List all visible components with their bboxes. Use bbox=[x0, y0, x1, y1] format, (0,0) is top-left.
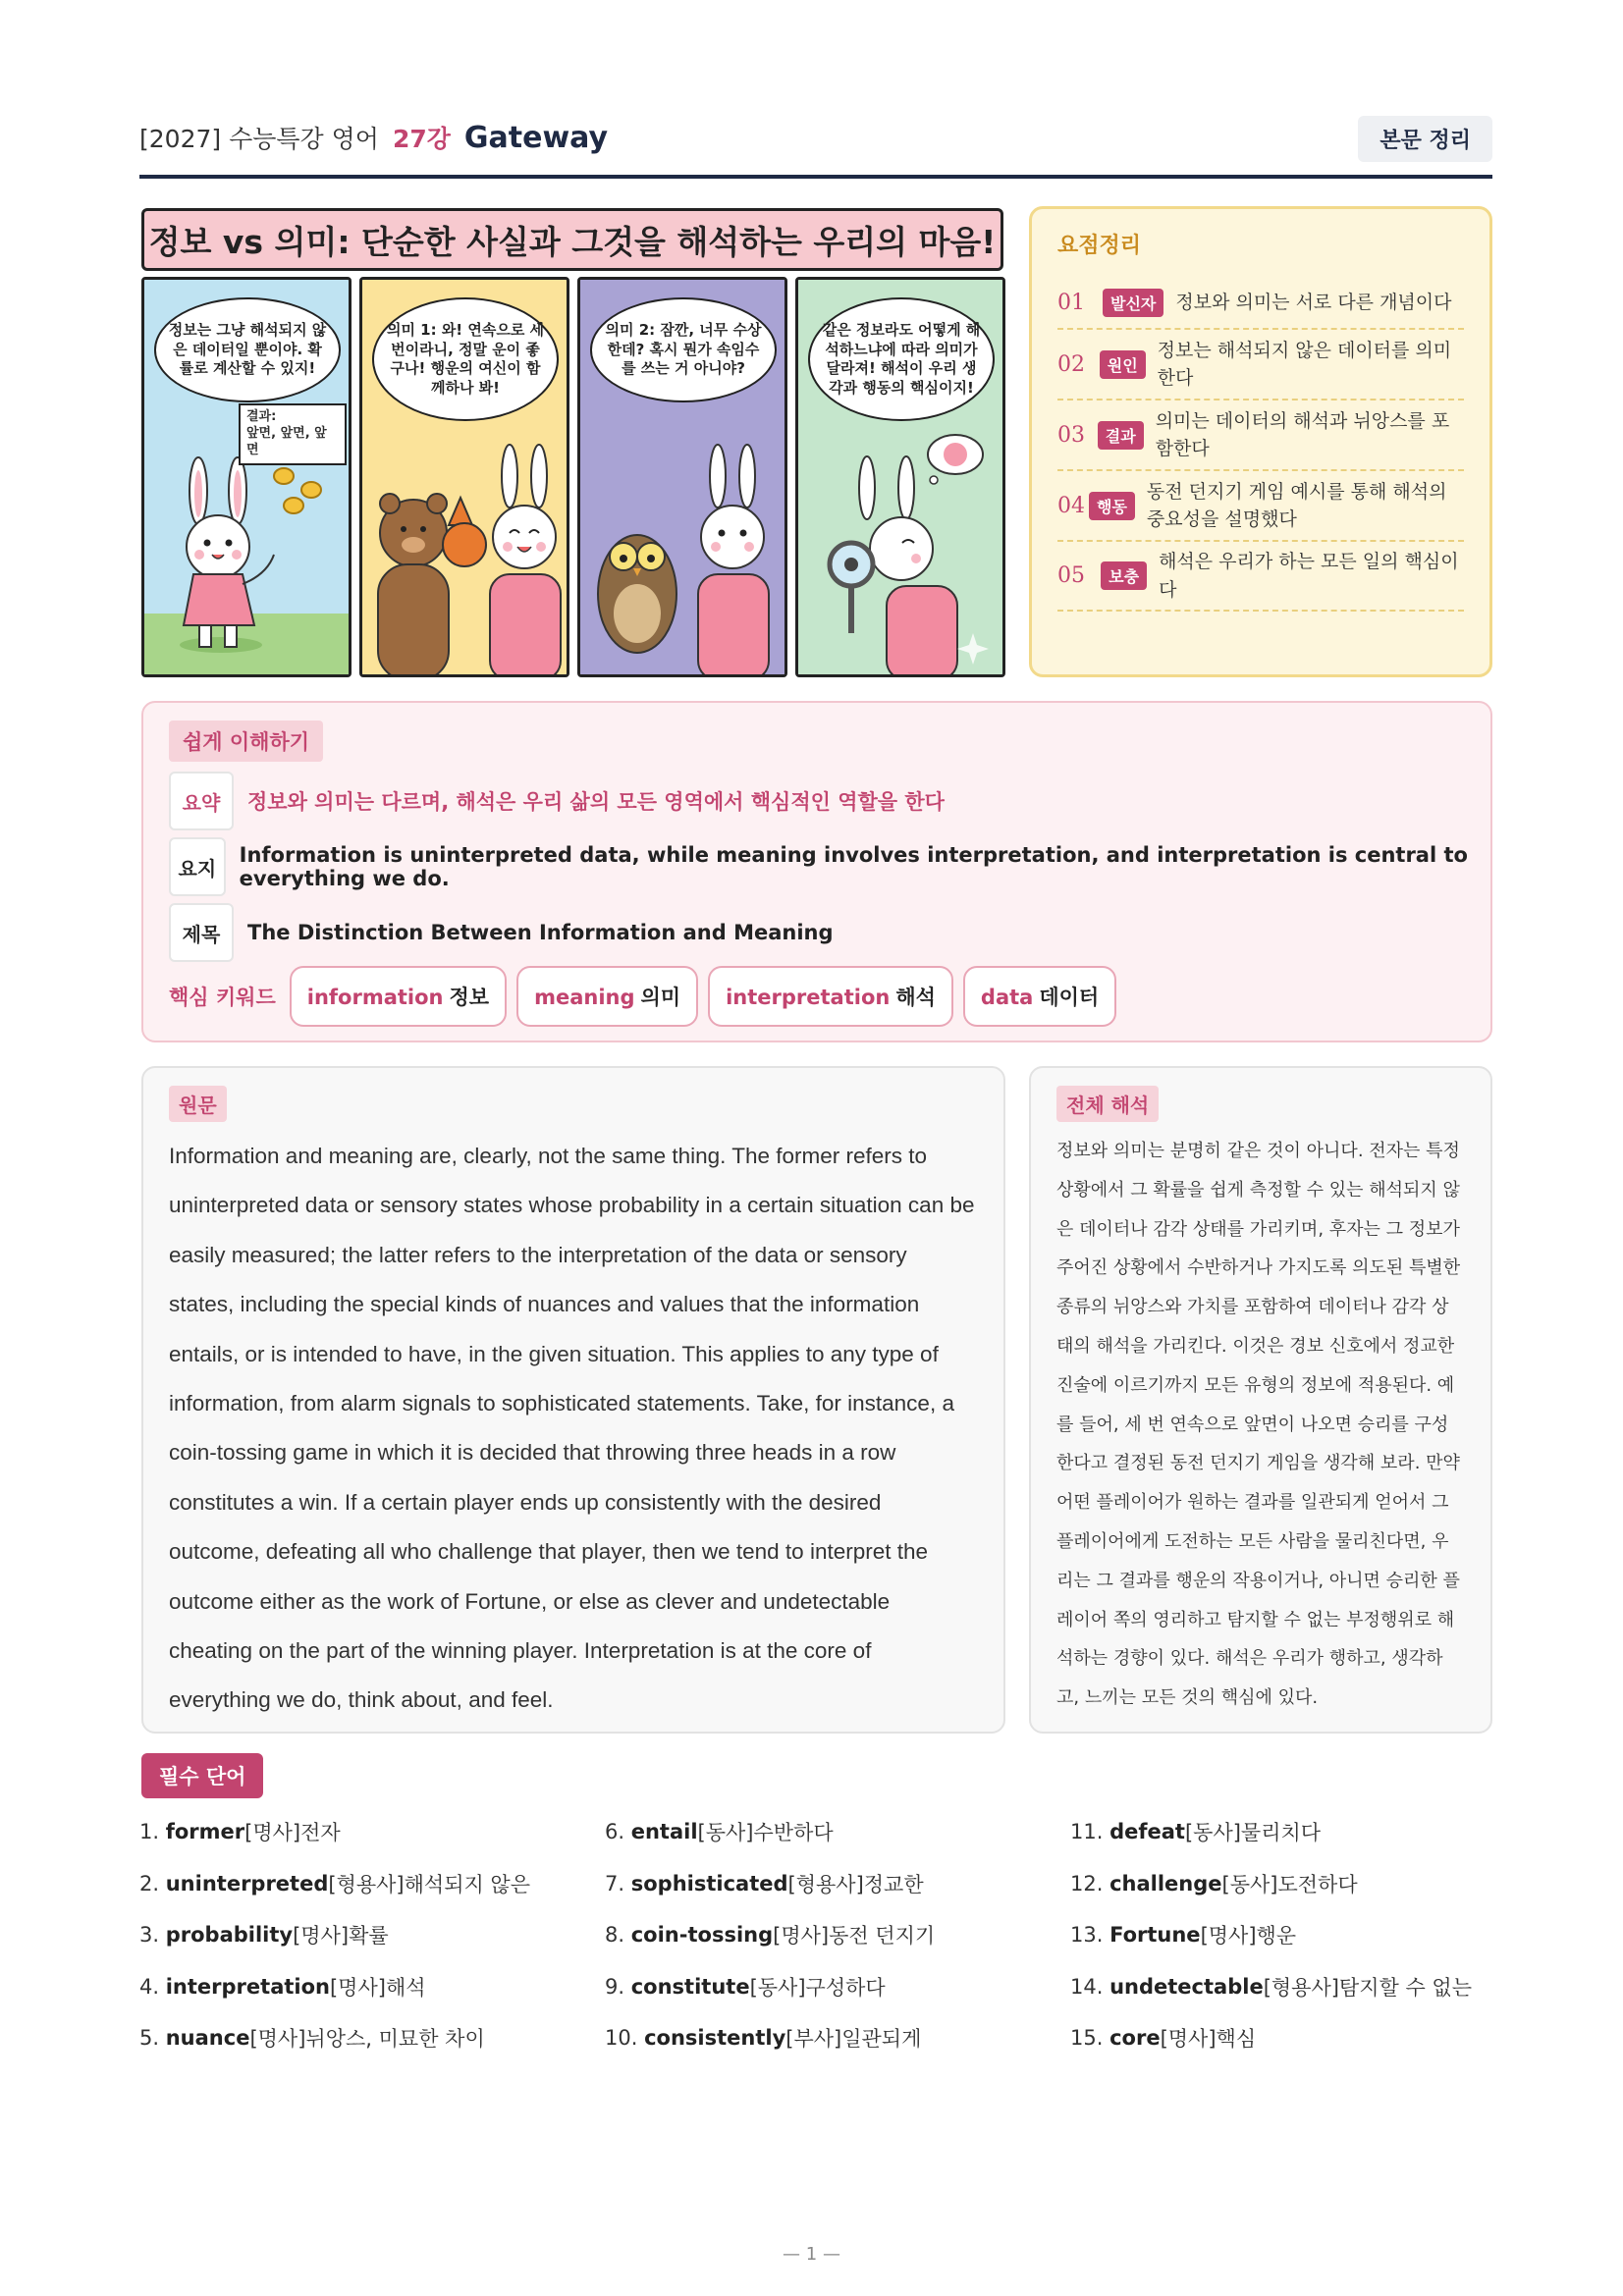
vocab-item bbox=[139, 1858, 591, 1910]
easy-understanding-title: 쉽게 이해하기 bbox=[169, 721, 323, 762]
vocab-item bbox=[1070, 1909, 1522, 1961]
vocab-meaning: [형용사]탐지할 수 없는 bbox=[1263, 1975, 1472, 2000]
vocab-number: 10. bbox=[605, 2026, 638, 2051]
keywords-label: 핵심 키워드 bbox=[169, 986, 276, 1009]
lesson-title: Gateway bbox=[463, 121, 609, 155]
key-point-tag: 결과 bbox=[1098, 421, 1144, 450]
keyword-ko: 데이터 bbox=[1039, 986, 1100, 1009]
vocab-number: 1. bbox=[139, 1820, 160, 1844]
header-title-group bbox=[139, 120, 608, 155]
keyword-ko: 해석 bbox=[895, 986, 936, 1009]
vocab-column-2 bbox=[605, 1806, 1056, 2064]
vocab-item bbox=[1070, 1858, 1522, 1910]
vocab-title: 필수 단어 bbox=[141, 1753, 263, 1798]
keyword-ko: 의미 bbox=[640, 986, 681, 1009]
key-points-box bbox=[1029, 206, 1492, 677]
vocab-meaning: [명사]해석 bbox=[329, 1975, 426, 2000]
vocab-word: undetectable bbox=[1109, 1974, 1264, 1999]
title-label: 제목 bbox=[169, 903, 234, 962]
key-point-item bbox=[1057, 542, 1464, 612]
speech-bubble: 의미 2: 잠깐, 너무 수상한데? 혹시 뭔가 속임수를 쓰는 거 아니야? bbox=[590, 297, 777, 402]
summary-label: 요약 bbox=[169, 772, 234, 830]
key-point-text: 해석은 우리가 하는 모든 일의 핵심이다 bbox=[1159, 551, 1459, 601]
vocab-meaning: [형용사]정교한 bbox=[787, 1872, 924, 1896]
translation-passage: 정보와 의미는 분명히 같은 것이 아니다. 전자는 특정 상황에서 그 확률을 쉽게 측정할 수 있는 해석되지 않은 데이터나 감각 상태를 가리키며, 후자는 그 정보가 주어진 상황에서 수반하거나 가지도록 의도된 특별한 종류의 뉘앙스와 가치를 포함하여 데이터나 감각 상태의 해석을 가리킨다. 이것은 경보 신호에서 정교한 진술에 이르기까지 모든 유형의 정보에 적용된다. 예를 들어, 세 번 연속으로 앞면이 나오면 승리를 구성한다고 결정된 동전 던지기 게임을 생각해 보라. 만약 어떤 플레이어가 원하는 결과를 일관되게 얻어서 그 플레이어에게 도전하는 모든 사람을 물리친다면, 우리는 그 결과를 행운의 작용이거나, 아니면 승리한 플레이어 쪽의 영리하고 탐지할 수 없는 부정행위로 해석하는 경향이 있다. 해석은 우리가 행하고, 생각하고, 느끼는 모든 것의 핵심에 있다. bbox=[1056, 1141, 1461, 1709]
vocab-meaning: [동사]도전하다 bbox=[1221, 1872, 1358, 1896]
vocab-item bbox=[605, 1909, 1056, 1961]
vocab-item bbox=[605, 1858, 1056, 1910]
keyword-ko: 정보 bbox=[449, 986, 490, 1009]
summary-text: 정보와 의미는 다르며, 해석은 우리 삶의 모든 영역에서 핵심적인 역할을 한다 bbox=[247, 790, 945, 814]
speech-bubble: 의미 1: 와! 연속으로 세 번이라니, 정말 운이 좋구나! 행운의 여신이 함께하나 봐! bbox=[372, 297, 559, 421]
comic-panel-3 bbox=[577, 277, 787, 677]
speech-bubble: 정보는 그냥 해석되지 않은 데이터일 뿐이야. 확률로 계산할 수 있지! bbox=[154, 297, 341, 402]
key-point-item bbox=[1057, 400, 1464, 471]
comic-title: 정보 vs 의미: 단순한 사실과 그것을 해석하는 우리의 마음! bbox=[141, 208, 1003, 271]
key-point-number: 04 bbox=[1057, 493, 1085, 518]
keyword-en: interpretation bbox=[726, 986, 891, 1009]
translation-label: 전체 해석 bbox=[1056, 1086, 1159, 1122]
vocab-word: former bbox=[165, 1820, 245, 1844]
vocab-meaning: [명사]핵심 bbox=[1160, 2027, 1257, 2052]
original-passage: Information and meaning are, clearly, not the same thing. The former refers to uninterpreted data or sensory states whose probability in a certain situation can be easily measured; the latter refers to the interpretation of the data or sensory states, including the special kinds of nuances and values that the information entails, or is intended to have, in the given situation. This applies to any type of information, from alarm signals to sophisticated statements. Take, for instance, a coin-tossing game in which it is decided that throwing three heads in a row constitutes a win. If a certain player ends up consistently with the desired outcome, defeating all who challenge that player, then we tend to interpret the outcome either as the work of Fortune, or else as clever and undetectable cheating on the part of the winning player. Interpretation is at the core of everything we do, think about, and feel. bbox=[169, 1144, 975, 1713]
vocab-word: uninterpreted bbox=[165, 1871, 329, 1896]
vocab-number: 7. bbox=[605, 1871, 625, 1896]
vocab-number: 4. bbox=[139, 1974, 160, 1999]
vocab-item bbox=[139, 1961, 591, 2013]
title-row bbox=[169, 903, 834, 962]
vocab-meaning: [명사]동전 던지기 bbox=[773, 1924, 936, 1949]
keyword-chip bbox=[963, 966, 1116, 1027]
vocab-number: 8. bbox=[605, 1923, 625, 1948]
vocab-word: consistently bbox=[644, 2026, 786, 2051]
vocab-word: coin-tossing bbox=[630, 1923, 774, 1948]
original-text-box bbox=[141, 1066, 1005, 1734]
key-point-item bbox=[1057, 330, 1464, 400]
key-point-tag: 발신자 bbox=[1103, 289, 1163, 317]
vocab-word: constitute bbox=[630, 1974, 750, 1999]
vocab-item bbox=[1070, 1961, 1522, 2013]
vocab-item bbox=[139, 2012, 591, 2064]
vocab-meaning: [부사]일관되게 bbox=[785, 2027, 922, 2052]
vocab-meaning: [동사]물리치다 bbox=[1184, 1821, 1322, 1845]
key-point-number: 03 bbox=[1057, 422, 1085, 448]
vocab-number: 14. bbox=[1070, 1974, 1104, 1999]
vocab-item bbox=[605, 1961, 1056, 2013]
vocab-meaning: [명사]전자 bbox=[244, 1821, 341, 1845]
vocab-number: 13. bbox=[1070, 1923, 1104, 1948]
gist-label: 요지 bbox=[169, 837, 226, 896]
vocab-number: 2. bbox=[139, 1871, 160, 1896]
vocab-number: 3. bbox=[139, 1923, 160, 1948]
vocab-meaning: [동사]수반하다 bbox=[697, 1821, 834, 1845]
vocab-meaning: [형용사]해석되지 않은 bbox=[328, 1872, 531, 1896]
vocab-meaning: [동사]구성하다 bbox=[749, 1975, 886, 2000]
vocab-word: interpretation bbox=[165, 1974, 330, 1999]
key-point-number: 02 bbox=[1057, 351, 1085, 377]
key-point-text: 정보는 해석되지 않은 데이터를 의미한다 bbox=[1157, 339, 1452, 389]
key-point-number: 05 bbox=[1057, 563, 1085, 588]
vocab-number: 9. bbox=[605, 1974, 625, 1999]
vocab-item bbox=[1070, 2012, 1522, 2064]
translation-box bbox=[1029, 1066, 1492, 1734]
result-value: 앞면, 앞면, 앞면 bbox=[246, 425, 327, 457]
comic-panel-4 bbox=[795, 277, 1005, 677]
vocab-number: 6. bbox=[605, 1820, 625, 1844]
vocab-meaning: [명사]뉘앙스, 미묘한 차이 bbox=[249, 2027, 485, 2052]
vocab-word: sophisticated bbox=[630, 1871, 788, 1896]
vocab-item bbox=[139, 1909, 591, 1961]
vocab-meaning: [명사]확률 bbox=[293, 1924, 389, 1949]
key-points-title: 요점정리 bbox=[1057, 234, 1142, 258]
vocab-word: defeat bbox=[1109, 1820, 1185, 1844]
key-point-text: 의미는 데이터의 해석과 뉘앙스를 포함한다 bbox=[1155, 409, 1450, 459]
vocab-word: challenge bbox=[1109, 1871, 1222, 1896]
vocab-number: 12. bbox=[1070, 1871, 1104, 1896]
vocab-number: 11. bbox=[1070, 1820, 1104, 1844]
key-point-item bbox=[1057, 277, 1464, 330]
page-number: — 1 — bbox=[783, 2244, 840, 2265]
original-label: 원문 bbox=[169, 1086, 227, 1122]
comic-panel-2 bbox=[359, 277, 569, 677]
key-point-number: 01 bbox=[1057, 290, 1085, 315]
result-label: 결과: bbox=[246, 409, 277, 424]
comic-strip bbox=[141, 206, 1005, 677]
page-header bbox=[139, 116, 1492, 179]
vocab-number: 15. bbox=[1070, 2026, 1104, 2051]
easy-understanding-box bbox=[141, 701, 1492, 1042]
vocab-word: core bbox=[1109, 2026, 1161, 2051]
vocab-word: nuance bbox=[165, 2026, 250, 2051]
keyword-en: meaning bbox=[534, 986, 635, 1009]
vocab-word: entail bbox=[630, 1820, 698, 1844]
keyword-en: information bbox=[306, 986, 444, 1009]
lesson-number: 27강 bbox=[392, 125, 451, 153]
key-point-tag: 행동 bbox=[1089, 492, 1135, 520]
vocab-word: Fortune bbox=[1109, 1923, 1201, 1948]
vocab-item bbox=[1070, 1806, 1522, 1858]
key-point-tag: 보충 bbox=[1101, 561, 1147, 590]
keywords-row bbox=[169, 966, 1126, 1027]
vocab-column-3 bbox=[1070, 1806, 1522, 2064]
key-point-text: 동전 던지기 게임 예시를 통해 해석의 중요성을 설명했다 bbox=[1146, 480, 1447, 530]
speech-bubble: 같은 정보라도 어떻게 해석하느냐에 따라 의미가 달라져! 해석이 우리 생각과 행동의 핵심이지! bbox=[808, 297, 995, 421]
section-badge: 본문 정리 bbox=[1358, 116, 1492, 162]
gist-row bbox=[169, 837, 1490, 896]
key-point-item bbox=[1057, 471, 1464, 542]
vocab-item bbox=[139, 1806, 591, 1858]
summary-row bbox=[169, 772, 945, 830]
course-name: [2027] 수능특강 영어 bbox=[139, 125, 379, 153]
vocab-word: probability bbox=[165, 1923, 294, 1948]
comic-panel-1 bbox=[141, 277, 352, 677]
gist-text: Information is uninterpreted data, while meaning involves interpretation, and interpretation is central to everything we do. bbox=[239, 843, 1468, 890]
vocab-item bbox=[605, 2012, 1056, 2064]
key-point-text: 정보와 의미는 서로 다른 개념이다 bbox=[1175, 291, 1452, 313]
keyword-en: data bbox=[980, 986, 1034, 1009]
vocab-item bbox=[605, 1806, 1056, 1858]
keyword-chip bbox=[516, 966, 698, 1027]
keyword-chip bbox=[708, 966, 953, 1027]
result-box bbox=[239, 403, 347, 465]
keyword-chip bbox=[290, 966, 507, 1027]
vocab-number: 5. bbox=[139, 2026, 160, 2051]
vocab-column-1 bbox=[139, 1806, 591, 2064]
vocab-meaning: [명사]행운 bbox=[1200, 1924, 1297, 1949]
title-text: The Distinction Between Information and Meaning bbox=[247, 921, 834, 944]
key-point-tag: 원인 bbox=[1100, 350, 1146, 379]
